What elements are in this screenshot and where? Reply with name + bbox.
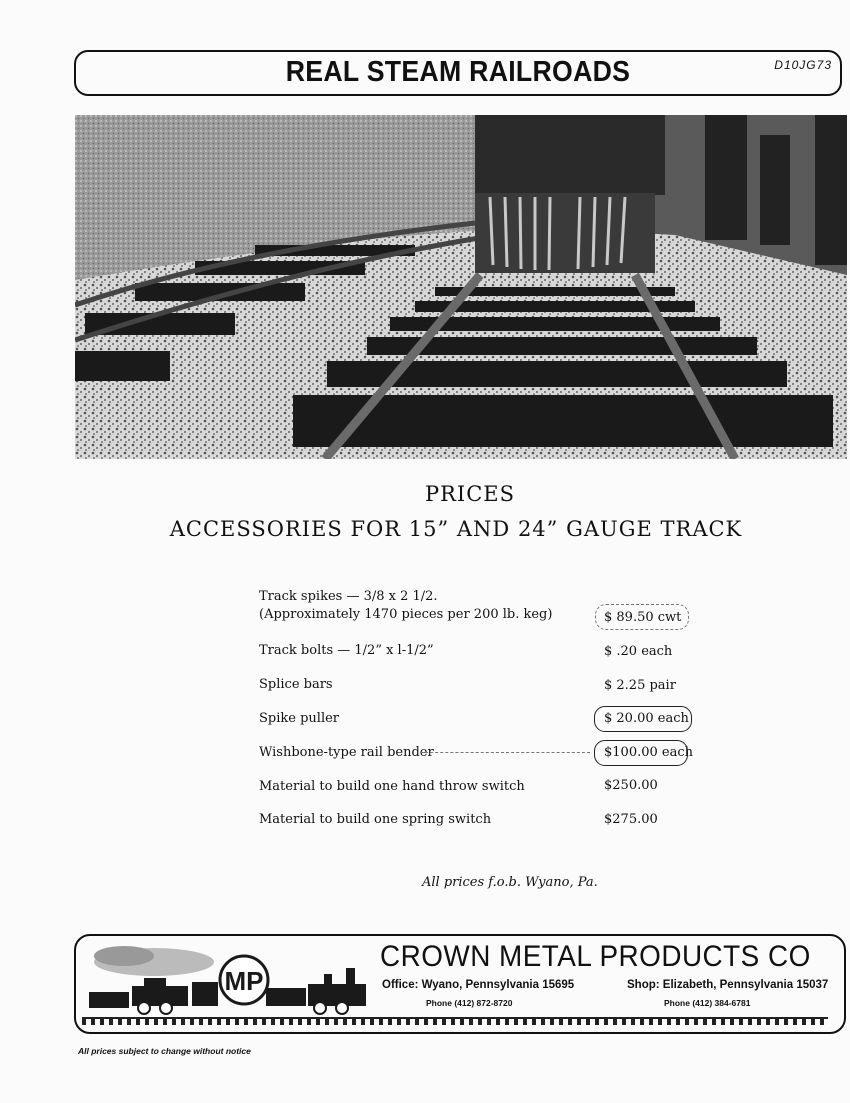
header-banner [74,50,842,96]
item-label: Material to build one spring switch [259,812,492,827]
item-price: $ 2.25 pair [604,678,676,693]
item-label: Material to build one hand throw switch [259,779,525,794]
item-price: $ 89.50 cwt [604,610,682,625]
item-price: $275.00 [604,812,658,827]
item-label: Splice bars [259,677,333,692]
item-label: Spike puller [259,711,340,726]
office-address: Office: Wyano, Pennsylvania 15695 [382,979,575,991]
shop-phone: Phone (412) 384-6781 [664,998,751,1008]
prices-heading: PRICES [424,482,516,506]
item-note: (Approximately 1470 pieces per 200 lb. keg) [259,607,553,622]
steam-train-logo-art [84,944,376,1020]
price-circle-mark [594,740,688,766]
item-label: Track spikes — 3/8 x 2 1/2. [259,589,438,604]
fob-note: All prices f.o.b. Wyano, Pa. [422,875,598,890]
price-circle-mark [595,604,689,630]
photo-illustration [75,115,847,459]
item-price: $250.00 [604,778,658,793]
company-name: CROWN METAL PRODUCTS CO [380,940,811,973]
page-title: REAL STEAM RAILROADS [285,56,631,88]
item-price: $ .20 each [604,644,673,659]
accessories-heading: ACCESSORIES FOR 15” AND 24” GAUGE TRACK [169,517,743,541]
disclaimer-note: All prices subject to change without notice [78,1046,251,1056]
office-phone: Phone (412) 872-8720 [426,998,513,1008]
shop-address: Shop: Elizabeth, Pennsylvania 15037 [627,979,829,991]
locomotive-track-photo [75,115,847,459]
item-price: $100.00 each [604,745,693,760]
rail-track-divider [82,1017,828,1025]
item-label: Track bolts — 1/2” x l-1/2” [259,643,434,658]
price-circle-mark [594,706,692,732]
item-price: $ 20.00 each [604,711,689,726]
pencil-line [420,752,590,753]
document-code: D10JG73 [774,58,832,72]
item-label: Wishbone-type rail bender [259,745,434,760]
logo-letters: MP [224,966,264,996]
